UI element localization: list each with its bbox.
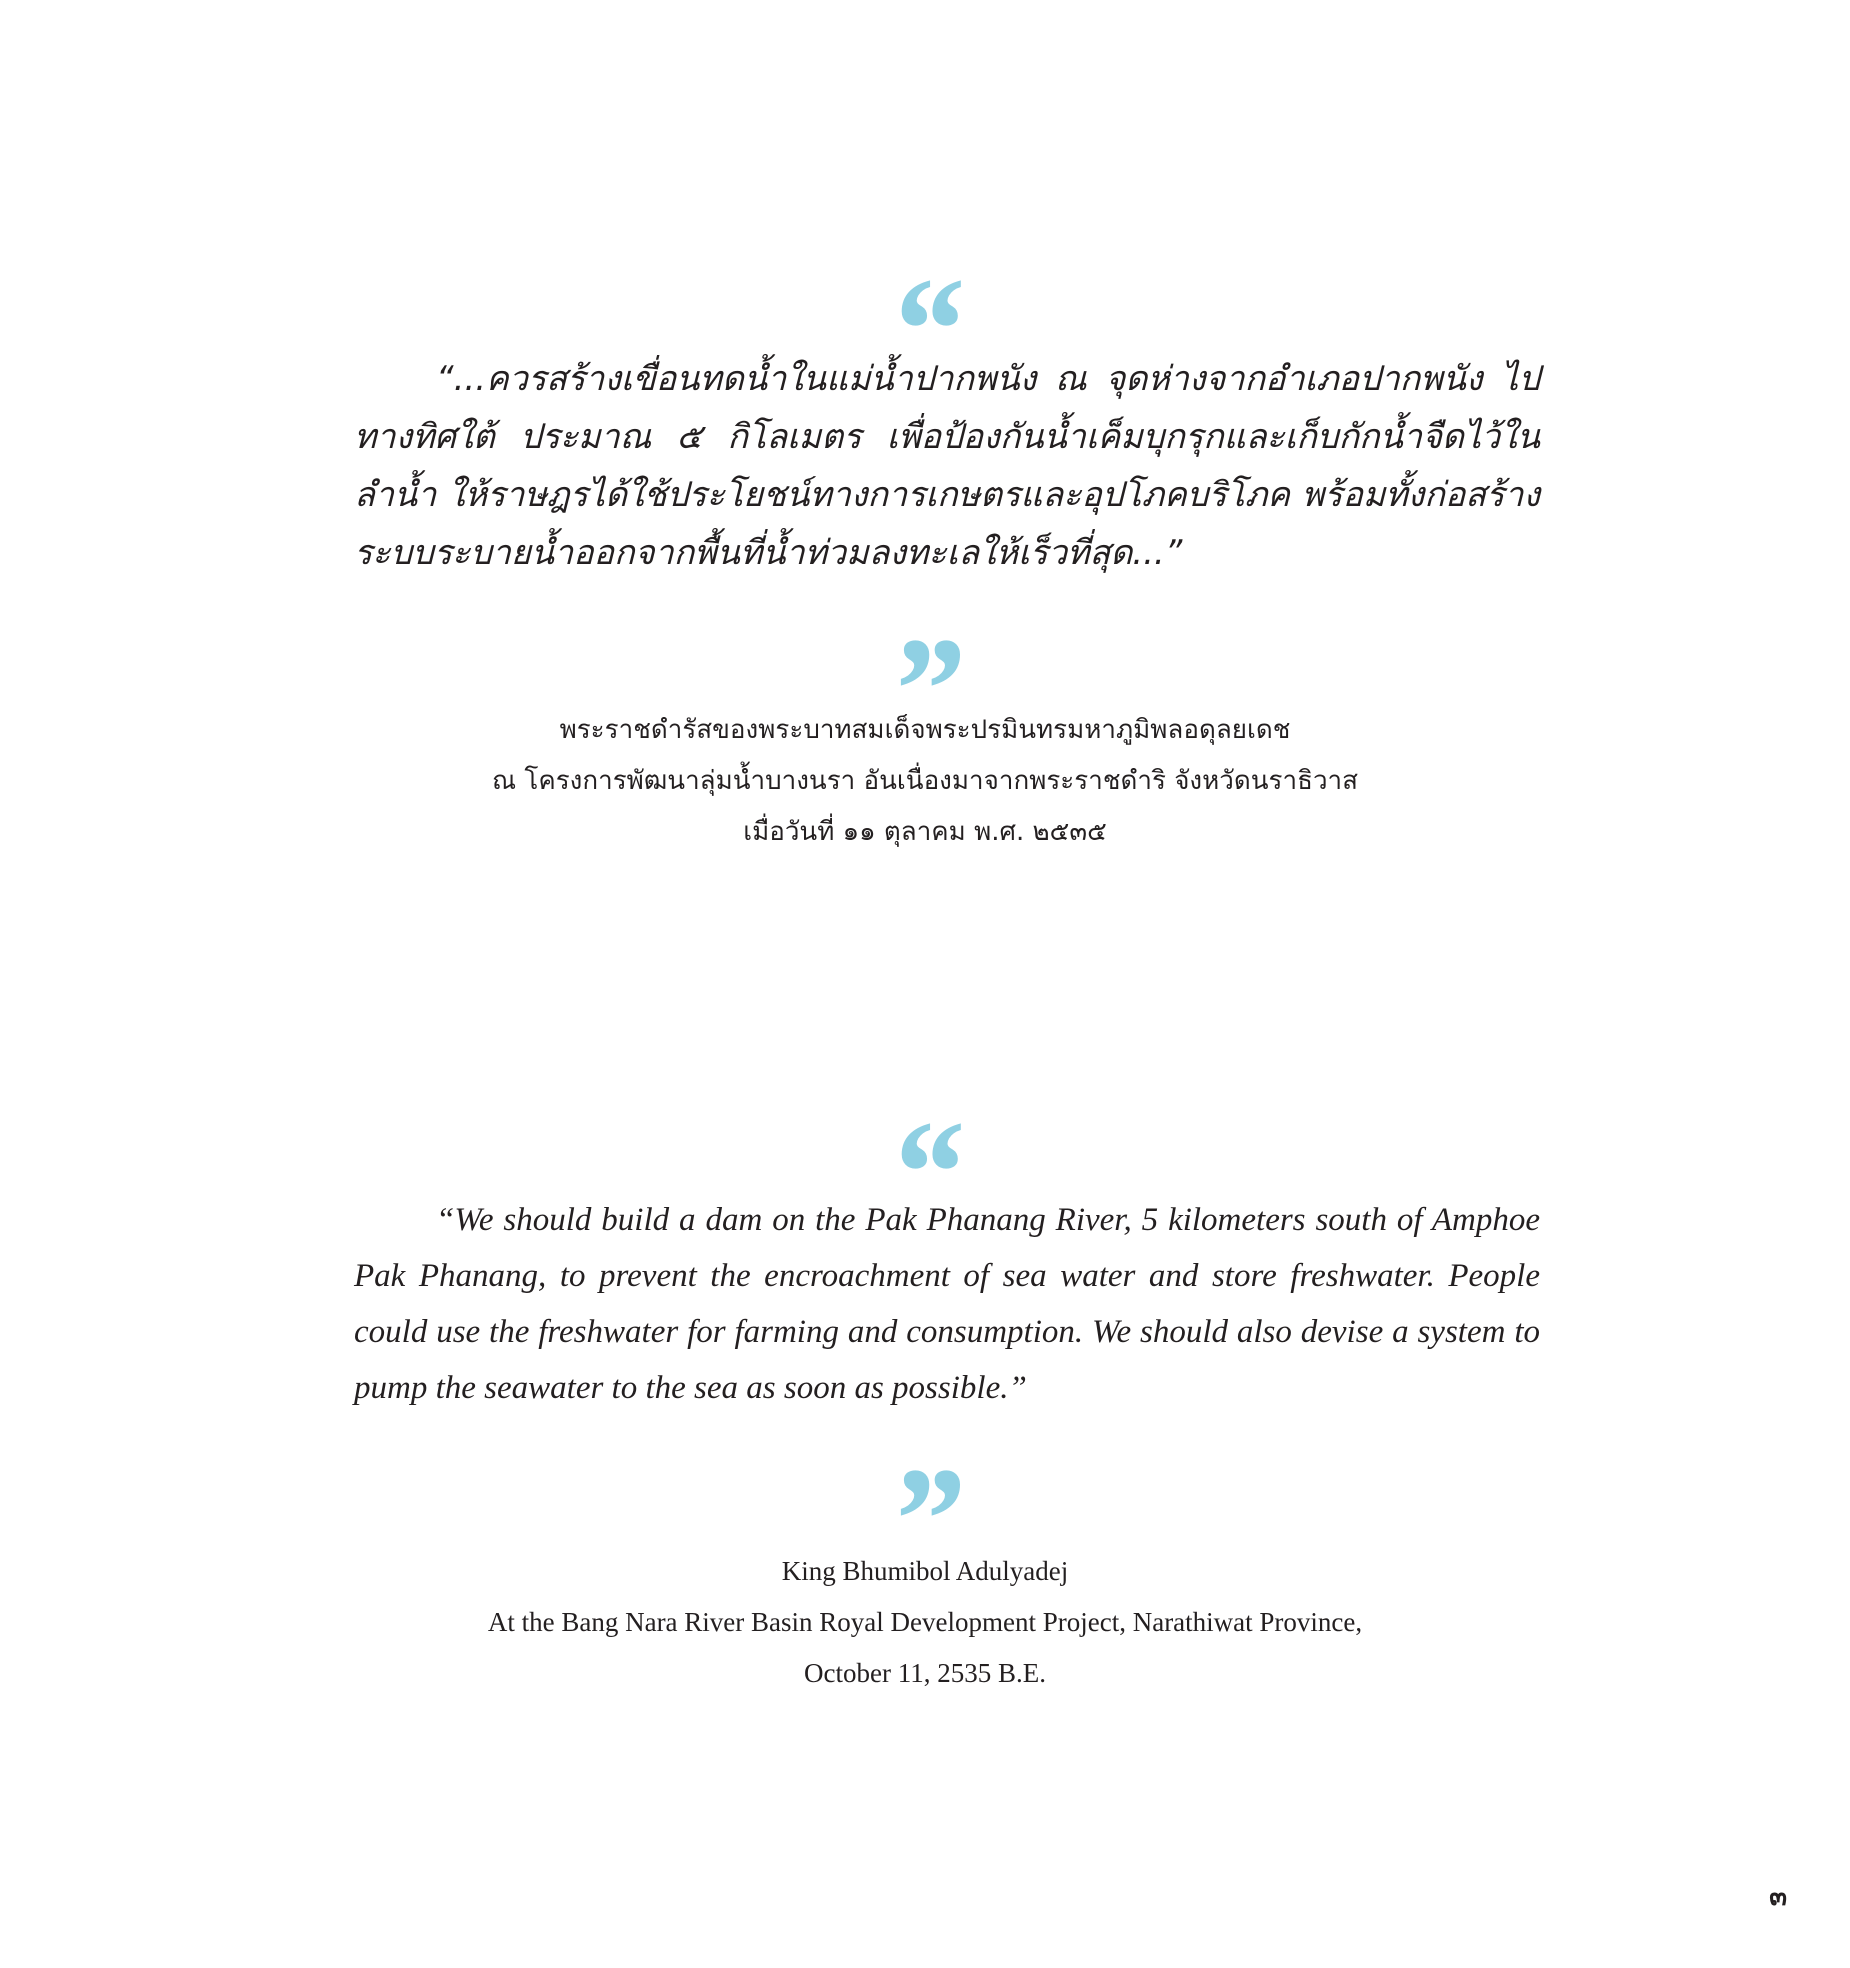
- thai-quote-text: “...ควรสร้างเขื่อนทดน้ำในแม่น้ำปากพนัง ณ จุดห่างจากอำเภอปากพนัง ไปทางทิศใต้ ประมาณ ๕ กิโลเมตร เพื่อป้องกันน้ำเค็มบุกรุกและเก็บกักน้ำจืดไว้ในลำน้ำ ให้ราษฎรได้ใช้ประโยชน์ทางการเกษตรและอุปโภคบริโภค พร้อมทั้งก่อสร้างระบบระบายน้ำออกจากพื้นที่น้ำท่วมลงทะเลให้เร็วที่สุด...”: [354, 359, 1540, 573]
- english-attribution-line-2: At the Bang Nara River Basin Royal Development Project, Narathiwat Province,: [487, 1607, 1363, 1637]
- open-quote-mark-english: “: [887, 1090, 963, 1256]
- english-quote-text: “We should build a dam on the Pak Phanang River, 5 kilometers south of Amphoe Pak Phanang, to prevent the encroachment of sea water and store freshwater. People could use the freshwater for farming and consumption. We should also devise a system to pump the seawater to the sea as soon as possible.”: [354, 1202, 1540, 1406]
- thai-attribution: [0, 705, 1850, 858]
- thai-attribution-line-1: พระราชดำรัสของพระบาทสมเด็จพระปรมินทรมหาภูมิพลอดุลยเดช: [559, 715, 1291, 745]
- thai-attribution-line-3: เมื่อวันที่ ๑๑ ตุลาคม พ.ศ. ๒๕๓๕: [743, 817, 1107, 847]
- close-quote-mark-english: ”: [887, 1437, 963, 1603]
- english-attribution-line-3: October 11, 2535 B.E.: [804, 1658, 1046, 1688]
- english-attribution: [0, 1546, 1850, 1699]
- close-quote-mark-thai: ”: [887, 607, 963, 773]
- page-number: ๓: [1769, 1882, 1787, 1912]
- open-quote-mark-thai: “: [887, 247, 963, 413]
- english-attribution-line-1: King Bhumibol Adulyadej: [781, 1556, 1069, 1586]
- thai-attribution-line-2: ณ โครงการพัฒนาลุ่มน้ำบางนรา อันเนื่องมาจากพระราชดำริ จังหวัดนราธิวาส: [491, 766, 1359, 796]
